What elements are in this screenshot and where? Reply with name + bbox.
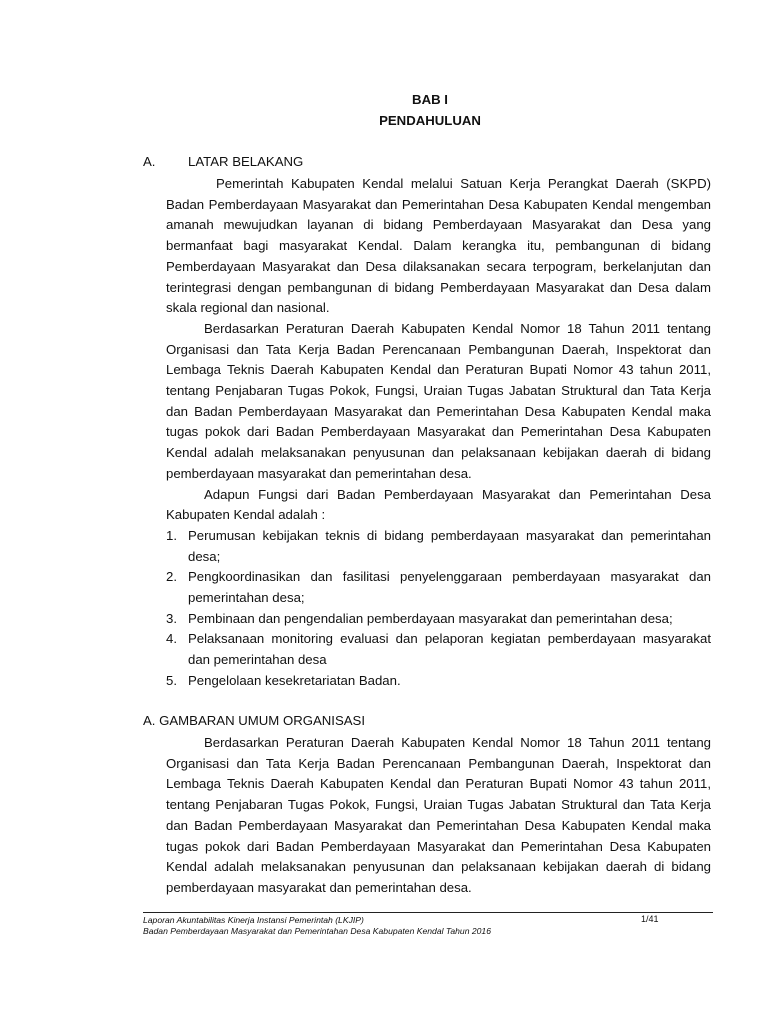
section-a-paragraph-3: Adapun Fungsi dari Badan Pemberdayaan Masyarakat dan Pemerintahan Desa Kabupaten Kendal adalah : bbox=[166, 486, 711, 523]
list-item bbox=[166, 609, 711, 630]
section-a-letter: A. bbox=[143, 154, 156, 169]
chapter-title: PENDAHULUAN bbox=[379, 113, 481, 128]
footer-report-title: Laporan Akuntabilitas Kinerja Instansi Pemerintah (LKJIP) bbox=[143, 915, 364, 925]
footer-divider bbox=[143, 912, 713, 913]
list-item-text: Pengkoordinasikan dan fasilitasi penyelenggaraan pemberdayaan masyarakat dan pemerintahan desa; bbox=[188, 569, 711, 606]
list-item bbox=[166, 671, 711, 692]
list-item-number: 1. bbox=[166, 527, 177, 543]
chapter-number: BAB I bbox=[412, 92, 448, 107]
list-item-number: 2. bbox=[166, 569, 177, 585]
section-a-heading: LATAR BELAKANG bbox=[188, 154, 304, 169]
page-number: 1/41 bbox=[641, 914, 659, 924]
list-item-number: 5. bbox=[166, 672, 177, 688]
footer-agency-name: Badan Pemberdayaan Masyarakat dan Pemerintahan Desa Kabupaten Kendal Tahun 2016 bbox=[143, 926, 491, 936]
list-item-number: 4. bbox=[166, 631, 177, 647]
section-a-paragraph-1: Pemerintah Kabupaten Kendal melalui Satuan Kerja Perangkat Daerah (SKPD) Badan Pemberdayaan Masyarakat dan Pemerintahan Desa Kabupaten Kendal mengemban amanah mewujudkan layanan di bidang Pemberdayaan Masyarakat dan Desa yang bermanfaat bagi masyarakat Kendal. Dalam kerangka itu, pembangunan di bidang Pemberdayaan Masyarakat dan Desa dilaksanakan secara terpogram, berkelanjutan dan terintegrasi dengan pembangunan di bidang Pemberdayaan Masyarakat dan Desa dalam skala regional dan nasional. bbox=[166, 176, 711, 316]
section-b-body bbox=[166, 733, 711, 899]
list-item bbox=[166, 629, 711, 670]
section-a-paragraph-2: Berdasarkan Peraturan Daerah Kabupaten Kendal Nomor 18 Tahun 2011 tentang Organisasi dan Tata Kerja Badan Perencanaan Pembangunan Daerah, Inspektorat dan Lembaga Teknis Daerah Kabupaten Kendal dan Peraturan Bupati Nomor 43 tahun 2011, tentang Penjabaran Tugas Pokok, Fungsi, Uraian Tugas Jabatan Struktural dan Tata Kerja dan Badan Pemberdayaan Masyarakat dan Pemerintahan Desa Kabupaten Kendal maka tugas pokok dari Badan Pemberdayaan Masyarakat dan Pemerintahan Desa Kabupaten Kendal adalah melaksanakan penyusunan dan pelaksanaan kebijakan daerah di bidang pemberdayaan masyarakat dan pemerintahan desa. bbox=[166, 320, 711, 481]
section-b-paragraph-1: Berdasarkan Peraturan Daerah Kabupaten Kendal Nomor 18 Tahun 2011 tentang Organisasi dan Tata Kerja Badan Perencanaan Pembangunan Daerah, Inspektorat dan Lembaga Teknis Daerah Kabupaten Kendal dan Peraturan Bupati Nomor 43 tahun 2011, tentang Penjabaran Tugas Pokok, Fungsi, Uraian Tugas Jabatan Struktural dan Tata Kerja dan Badan Pemberdayaan Masyarakat dan Pemerintahan Desa Kabupaten Kendal maka tugas pokok dari Badan Pemberdayaan Masyarakat dan Pemerintahan Desa Kabupaten Kendal adalah melaksanakan penyusunan dan pelaksanaan kebijakan daerah di bidang pemberdayaan masyarakat dan pemerintahan desa. bbox=[166, 735, 711, 895]
function-list bbox=[166, 526, 711, 692]
section-a-body bbox=[166, 174, 711, 692]
list-item-text: Pembinaan dan pengendalian pemberdayaan masyarakat dan pemerintahan desa; bbox=[188, 610, 673, 626]
section-b-heading: A. GAMBARAN UMUM ORGANISASI bbox=[143, 713, 366, 728]
list-item-text: Pengelolaan kesekretariatan Badan. bbox=[188, 672, 401, 688]
list-item-text: Pelaksanaan monitoring evaluasi dan pelaporan kegiatan pemberdayaan masyarakat dan pemerintahan desa bbox=[188, 631, 711, 668]
list-item bbox=[166, 567, 711, 608]
list-item-text: Perumusan kebijakan teknis di bidang pemberdayaan masyarakat dan pemerintahan desa; bbox=[188, 527, 711, 564]
list-item-number: 3. bbox=[166, 610, 177, 626]
list-item bbox=[166, 526, 711, 567]
